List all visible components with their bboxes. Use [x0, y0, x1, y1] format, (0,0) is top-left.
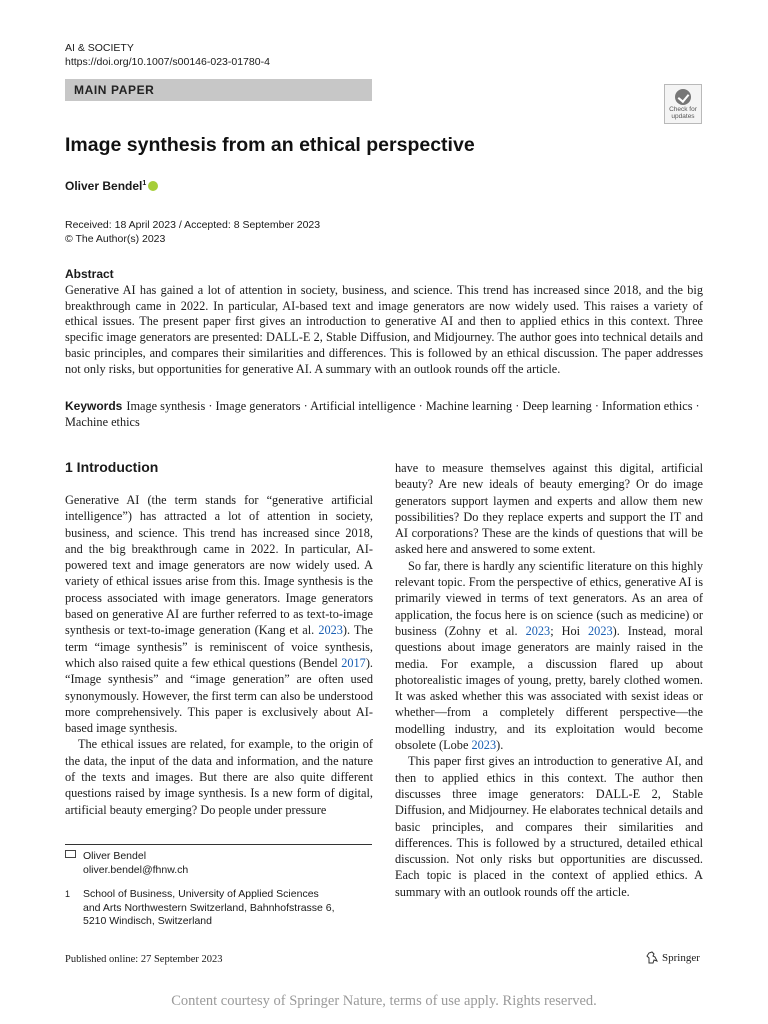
publisher-name: Springer [662, 951, 700, 964]
author-name[interactable]: Oliver Bendel [65, 179, 143, 193]
check-for-updates-badge[interactable] [664, 84, 702, 124]
paragraph: The ethical issues are related, for example, to the origin of the data, the input of the data and information, and the nature of the texts and images. But there are also quite different questions raised by image synthesis. Is a new form of digital, artificial beauty emerging? Do people under pressure [65, 737, 373, 817]
paragraph: have to measure themselves against this digital, artificial beauty? Are new ideals of beauty emerging? Or do image generators support laymen and experts and allow them new possibilities? Do they replace experts and support the IT and AI corporations? These are the kinds of questions that will be asked here and answered to some extent. [395, 461, 703, 557]
contact-name: Oliver Bendel [83, 850, 147, 862]
citation-link[interactable]: 2023 [525, 623, 551, 638]
orcid-icon[interactable] [148, 181, 158, 191]
contact-footnote [65, 850, 372, 877]
courtesy-watermark: Content courtesy of Springer Nature, terms of use apply. Rights reserved. [171, 993, 597, 1009]
left-column [65, 492, 373, 818]
citation-link[interactable]: 2023 [471, 738, 497, 753]
contact-email[interactable]: oliver.bendel@fhnw.ch [83, 863, 189, 876]
paper-title: Image synthesis from an ethical perspective [65, 134, 475, 156]
paragraph: This paper first gives an introduction to generative AI, and then to applied ethics in this context. The author then discusses three image generators: DALL-E 2, Stable Diffusion, and Midjourney. He elaborates technical details and basic principles, and compares their similarities and differences. This is followed by a structured, detailed ethical discussion. Not only risks but opportunities are discussed. Each topic is placed in the context of applied ethics. A summary with an outlook rounds off the article. [395, 754, 704, 899]
article-dates [65, 218, 320, 246]
abstract-body: Generative AI has gained a lot of attention in society, business, and science. This trend has increased since 2018, and the big breakthrough came in 2022. In particular, AI-based text and image generators are now widely used. This raises a variety of ethical issues. The present paper first gives an introduction to generative AI and then to applied ethics in this context. Three specific image generators are presented: DALL-E 2, Stable Diffusion, and Midjourney. The author goes into technical details and basic principles, and compares their similarities and differences. This is followed by an ethical discussion. The paper addresses not only risks, but opportunities for generative AI. A summary with an outlook rounds off the article. [65, 283, 703, 376]
affiliation-mark: 1 [65, 889, 71, 899]
citation-link[interactable]: 2017 [341, 655, 366, 670]
keywords [65, 398, 703, 430]
publisher-logo [646, 951, 700, 964]
right-column [395, 460, 703, 900]
article-type-banner: MAIN PAPER [65, 79, 372, 101]
published-online: Published online: 27 September 2023 [65, 954, 223, 965]
abstract-heading: Abstract [65, 267, 114, 281]
keywords-list: Image synthesis · Image generators · Artificial intelligence · Machine learning · Deep learning · Information ethics · Machine ethics [65, 399, 700, 429]
affiliation-line: School of Business, University of Applied Sciences [83, 888, 319, 900]
copyright: © The Author(s) 2023 [65, 233, 166, 245]
citation-link[interactable]: 2023 [588, 623, 613, 638]
footnote-divider [65, 844, 372, 845]
author-affil-mark: 1 [142, 180, 147, 187]
section-heading-introduction: 1 Introduction [65, 459, 159, 475]
journal-name: AI & SOCIETY [65, 42, 134, 54]
doi-link[interactable]: https://doi.org/10.1007/s00146-023-01780-4 [65, 56, 270, 68]
paragraph: So far, there is hardly any scientific literature on this highly relevant topic. From the perspective of ethics, generative AI is primarily viewed in terms of text generators. As an area of application, the focus here is on science (such as medicine) or business (Zohny et al. 2023; Hoi 2023). Instead, moral questions about image generators are mainly raised in the media. For example, a discussion flared up about photorealistic images of young, pretty, barely clothed women. It was asked whether this was associated with sexist ideas or whether—from a completely different perspective—the modelling industry, and its exploitation would become obsolete (Lobe 2023). [395, 558, 703, 753]
check-for-updates-label: Check for updates [669, 106, 697, 120]
received-accepted: Received: 18 April 2023 / Accepted: 8 September 2023 [65, 219, 321, 231]
footnotes [65, 850, 372, 940]
envelope-icon [65, 850, 76, 858]
keywords-heading: Keywords [65, 399, 123, 413]
paragraph: Generative AI (the term stands for “generative artificial intelligence”) has attracted a lot of attention in society, business, and science. This trend has increased since 2018, and the big breakthrough came in 2022. In particular, AI-powered text and image generators are now widely used. A variety of ethical issues arise from this. Image synthesis is the process associated with image generators. Image generators based on generative AI are further referred to as text-to-image synthesis or text-to-image generation (Kang et al. 2023). The term “image synthesis” is reminiscent of voice synthesis, which also raised quite a few ethical questions (Bendel 2017). “Image synthesis” and “image generation” are often used synonymously. However, the first term can also be understood more comprehensively. This paper is exclusively about AI-based image synthesis. [65, 493, 374, 736]
journal-header [65, 41, 270, 69]
author-line [65, 179, 158, 193]
check-for-updates-icon [675, 89, 691, 105]
springer-horse-icon [646, 951, 658, 964]
affiliation-line: 5210 Windisch, Switzerland [83, 915, 212, 927]
affiliation-line: and Arts Northwestern Switzerland, Bahnhofstrasse 6, [83, 901, 335, 914]
citation-link[interactable]: 2023 [318, 623, 343, 638]
affiliation-footnote [65, 888, 372, 929]
